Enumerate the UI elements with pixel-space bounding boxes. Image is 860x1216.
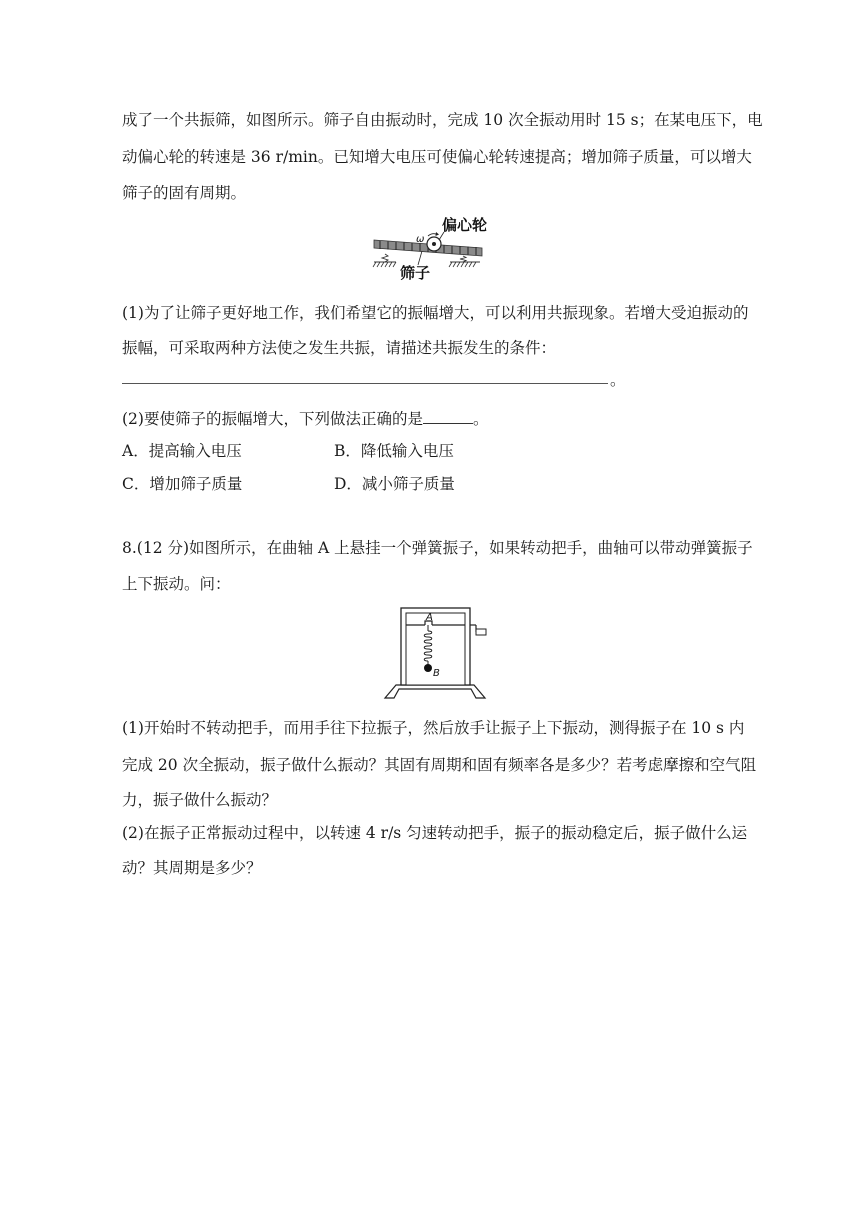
label-a: A — [426, 612, 433, 623]
answer-end-mark: 。 — [610, 371, 626, 389]
question-suffix: 。 — [472, 410, 489, 428]
sieve-figure — [370, 210, 500, 282]
omega-label: ω — [416, 234, 425, 245]
question-line — [122, 409, 488, 429]
wheel-label: 偏心轮 — [442, 216, 488, 234]
option-c: C．增加筛子质量 — [122, 475, 243, 493]
option-d: D．减小筛子质量 — [334, 475, 455, 493]
question-line: (1)开始时不转动把手，而用手往下拉振子，然后放手让振子上下振动，测得振子在 10 s 内 — [122, 719, 745, 737]
question-line: (2)在振子正常振动过程中，以转速 4 r/s 匀速转动把手，振子的振动稳定后，振子做什么运 — [122, 824, 748, 842]
question-line: (1)为了让筛子更好地工作，我们希望它的振幅增大，可以利用共振现象。若增大受迫振动的 — [122, 304, 749, 322]
option-a: A．提高输入电压 — [122, 442, 242, 460]
label-b: B — [433, 668, 440, 679]
question-line: 力，振子做什么振动？ — [122, 791, 278, 809]
sieve-label: 筛子 — [400, 264, 431, 282]
question-prefix: (2)要使筛子的振幅增大，下列做法正确的是 — [122, 410, 423, 428]
answer-blank[interactable] — [423, 409, 473, 424]
paragraph-line: 动偏心轮的转速是 36 r/min。已知增大电压可使偏心轮转速提高；增加筛子质量，可以增大 — [122, 148, 752, 166]
option-b: B．降低输入电压 — [334, 442, 454, 460]
question-line: 动？其周期是多少？ — [122, 859, 262, 877]
paragraph-line: 筛子的固有周期。 — [122, 184, 247, 202]
answer-blank[interactable] — [122, 382, 608, 384]
paragraph-line: 成了一个共振筛，如图所示。筛子自由振动时，完成 10 次全振动用时 15 s；在某电压下，电 — [122, 111, 763, 129]
problem-line: 上下振动。问： — [122, 575, 231, 593]
spring-oscillator-figure — [380, 605, 490, 700]
question-line: 振幅，可采取两种方法使之发生共振，请描述共振发生的条件： — [122, 339, 557, 357]
question-line: 完成 20 次全振动，振子做什么振动？其固有周期和固有频率各是多少？若考虑摩擦和空气阻 — [122, 756, 757, 774]
problem-line: 8.(12 分)如图所示，在曲轴 A 上悬挂一个弹簧振子，如果转动把手，曲轴可以带动弹簧振子 — [122, 539, 753, 557]
